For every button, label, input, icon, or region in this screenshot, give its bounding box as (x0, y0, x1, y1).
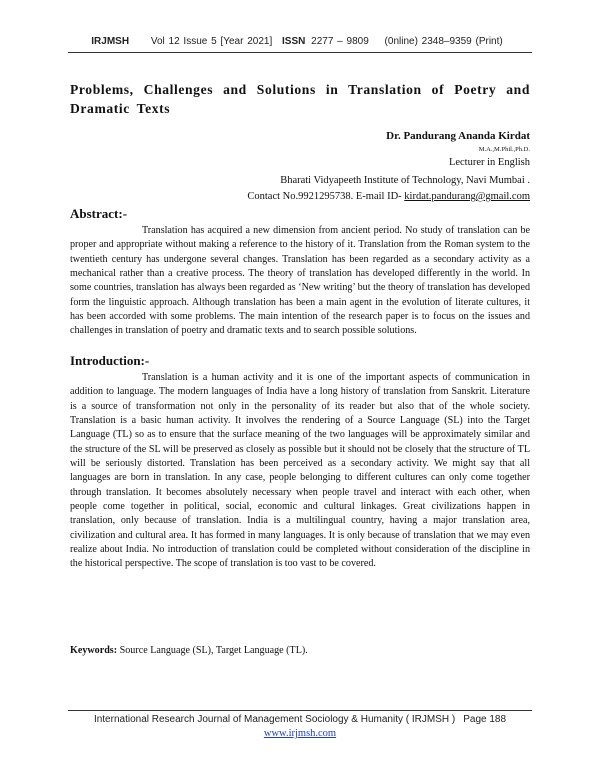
contact-number: Contact No.9921295738. E-mail ID- (247, 191, 402, 202)
footer-journal-name: International Research Journal of Management Sociology & Humanity ( IRJMSH ) (93, 714, 456, 725)
author-contact (247, 191, 530, 202)
running-footer (0, 714, 600, 725)
author-degrees: M.A.,M.Phil.,Ph.D. (478, 146, 530, 153)
journal-abbrev: IRJMSH (91, 36, 130, 47)
journal-url-link[interactable]: www.irjmsh.com (263, 728, 337, 739)
author-institution: Bharati Vidyapeeth Institute of Technology, Navi Mumbai . (280, 175, 530, 186)
keywords-text: Source Language (SL), Target Language (TL). (119, 645, 308, 656)
author-role: Lecturer in English (448, 157, 530, 168)
author-email-link[interactable]: kirdat.pandurang@gmail.com (404, 191, 530, 202)
page-number: Page 188 (463, 714, 507, 725)
author-name: Dr. Pandurang Ananda Kirdat (386, 130, 530, 142)
introduction-heading: Introduction:- (70, 353, 150, 368)
keywords-label: Keywords: (70, 645, 118, 656)
volume-info: Vol 12 Issue 5 [Year 2021] (150, 36, 273, 47)
issn-number: 2277 – 9809 (311, 36, 369, 47)
header-divider (68, 52, 532, 53)
paper-title: Problems, Challenges and Solutions in Translation of Poetry and Dramatic Texts (70, 82, 530, 116)
abstract-paragraph: Translation has acquired a new dimension from ancient period. No study of translation can be proper and appropriate without making a reference to the history of it. Translation from the Roman system to the twentieth century has undergone several changes. Translation has been regarded as a secondary activity as a mechanical rather than a creative process. The theory of translation has developed differently in the world. In some countries, translation has always been regarded as ‘New writing’ but the theory of translation has developed form the linguistic approach. Although translation has been a main agent in the evolution of literate cultures, it has been accorded with some problems. The main intention of the research paper is to focus on the issues and challenges in translation of poetry and dramatic texts and to search possible solutions. (70, 225, 530, 337)
issn-label: ISSN (282, 36, 306, 47)
introduction-paragraph: Translation is a human activity and it is one of the important aspects of communication in addition to language. The modern languages of India have a long history of translation from Sanskrit. Literature is a source of transformation not only in the personality of its reader but also that of the whole society. Translation is a basic human activity. It involves the rendering of a Source Language (SL) into the Target Language (TL) so as to ensure that the surface meaning of the two languages will be approximately similar and the structure of the SL will be preserved as closely as possible but it should not be closely that the structure of TL will be seriously distorted. Translation has been perceived as a secondary activity. We might say that all languages are born in translation. In any case, people belonging to different cultures can only come together through translation. It becomes absolutely necessary when people travel and interact with each other, when people come together in political, social, economic and cultural linkages. Great civilizations happen in translation, only because of translation. India is a multilingual country, having a major translation area, civilization and cultural area. It has formed in many languages. It is only because of translation that we may even realize about India. No introduction of translation could be completed without consideration of the discipline in the historical perspective. The scope of translation is too vast to be covered. (70, 372, 530, 570)
footer-divider (68, 710, 532, 711)
keywords-line (70, 645, 308, 656)
abstract-heading: Abstract:- (70, 206, 128, 221)
issn-online-print: (0nline) 2348–9359 (Print) (384, 36, 503, 47)
running-header (0, 36, 600, 47)
